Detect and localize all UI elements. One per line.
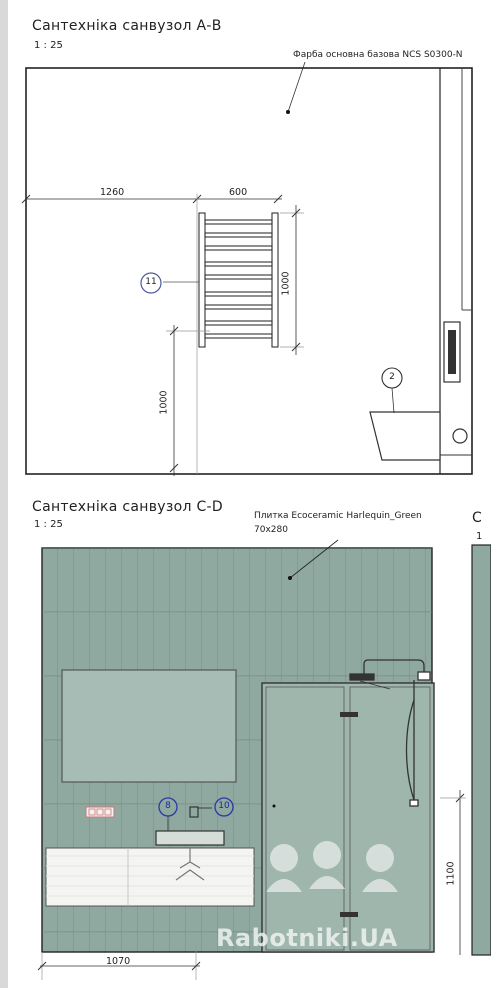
switch-panel xyxy=(86,807,114,817)
dim-1000-radiator: 1000 xyxy=(280,271,292,296)
view-title-a-b: Сантехніка санвузол А-В xyxy=(32,18,222,34)
vanity-cabinet xyxy=(46,848,254,906)
tag-11: 11 xyxy=(145,277,157,287)
paint-annotation: Фарба основна базова NCS S0300-N xyxy=(293,50,463,60)
tag-8: 8 xyxy=(165,801,171,811)
view-scale-c-d: 1 : 25 xyxy=(34,519,63,530)
dim-1100: 1100 xyxy=(445,861,457,886)
dim-1260: 1260 xyxy=(100,187,125,198)
watermark-text: Rabotniki.UA xyxy=(216,924,398,952)
dim-1070: 1070 xyxy=(106,956,131,967)
sink xyxy=(156,831,224,845)
watermark-figures xyxy=(266,841,398,892)
mirror xyxy=(62,670,236,782)
view-scale-fragment: 1 xyxy=(476,531,483,542)
tile-annotation-line1: Плитка Ecoceramic Harlequin_Green xyxy=(254,511,422,521)
dim-600: 600 xyxy=(229,187,248,198)
tag-2: 2 xyxy=(389,372,395,382)
view-title-c-d: Сантехніка санвузол С-D xyxy=(32,499,223,515)
tag-10: 10 xyxy=(218,801,230,811)
view-title-fragment: С xyxy=(472,510,483,526)
dim-1000-floor: 1000 xyxy=(158,390,170,415)
view-scale-a-b: 1 : 25 xyxy=(34,40,63,51)
tile-annotation-line2: 70x280 xyxy=(254,525,288,535)
